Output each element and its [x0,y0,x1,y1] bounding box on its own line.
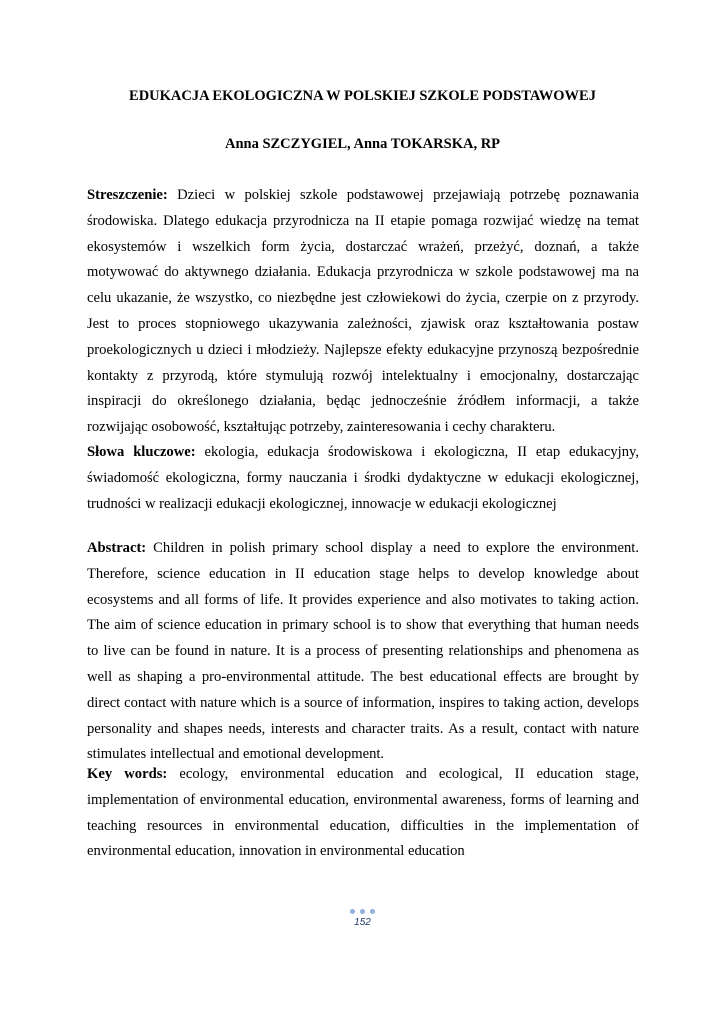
page-footer [0,909,725,929]
dot-icon [350,909,355,914]
dot-icon [370,909,375,914]
paper-title: EDUKACJA EKOLOGICZNA W POLSKIEJ SZKOLE PODSTAWOWEJ [129,88,596,104]
streszczenie-label: Streszczenie: [87,187,168,203]
footer-dots-icon [0,909,725,915]
abstract-text: Children in polish primary school display a need to explore the environment. Therefore, science education in II education stage helps to develop knowledge about ecosystems and all forms of life. It provides experience and also motivates to taking action. The aim of science education in primary school is to show that everything that human needs to live can be found in nature. It is a process of presenting relationships and phenomena as well as shaping a pro-environmental attitude. The best educational effects are brought by direct contact with nature which is a source of information, inspires to taking action, develops personality and shapes needs, interests and character traits. As a result, contact with nature stimulates intellectual and emotional development. [87,540,639,763]
key-words-text: ecology, environmental education and ecological, II education stage, implementation of environmental education, environmental awareness, forms of learning and teaching resources in environmental education, difficulties in the implementation of environmental education, innovation in environmental education [87,766,639,860]
abstract-label: Abstract: [87,540,147,556]
slowa-kluczowe-text: ekologia, edukacja środowiskowa i ekologiczna, II etap edukacyjny, świadomość ekologiczna, formy nauczania i środki dydaktyczne w edukacji ekologicznej, trudności w realizacji edukacji ekologicznej, innowacje w edukacji ekologicznej [87,444,639,512]
streszczenie-paragraph [87,183,639,441]
page-number: 152 [354,917,371,928]
slowa-kluczowe-label: Słowa kluczowe: [87,444,196,460]
dot-icon [360,909,365,914]
key-words-label: Key words: [87,766,168,782]
paper-authors: Anna SZCZYGIEL, Anna TOKARSKA, RP [224,136,501,152]
abstract-paragraph [87,536,639,768]
streszczenie-text: Dzieci w polskiej szkole podstawowej przejawiają potrzebę poznawania środowiska. Dlatego edukacja przyrodnicza na II etapie pomaga rozwijać wiedzę na temat ekosystemów i wszelkich form życia, dostarczać wrażeń, przeżyć, doznań, a także motywować do aktywnego działania. Edukacja przyrodnicza w szkole podstawowej ma na celu ukazanie, że wszystko, co niezbędne jest człowiekowi do życia, czerpie on z przyrody. Jest to proces stopniowego ukazywania zależności, zjawisk oraz kształtowania postaw proekologicznych u dzieci i młodzieży. Najlepsze efekty edukacyjne przynoszą bezpośrednie kontakty z przyrodą, które stymulują rozwój intelektualny i emocjonalny, dostarczając inspiracji do określonego działania, będąc jednocześnie źródłem informacji, a także rozwijając osobowość, kształtując potrzeby, zainteresowania i cechy charakteru. [87,187,639,436]
slowa-kluczowe-paragraph [87,440,639,517]
key-words-paragraph [87,762,639,865]
